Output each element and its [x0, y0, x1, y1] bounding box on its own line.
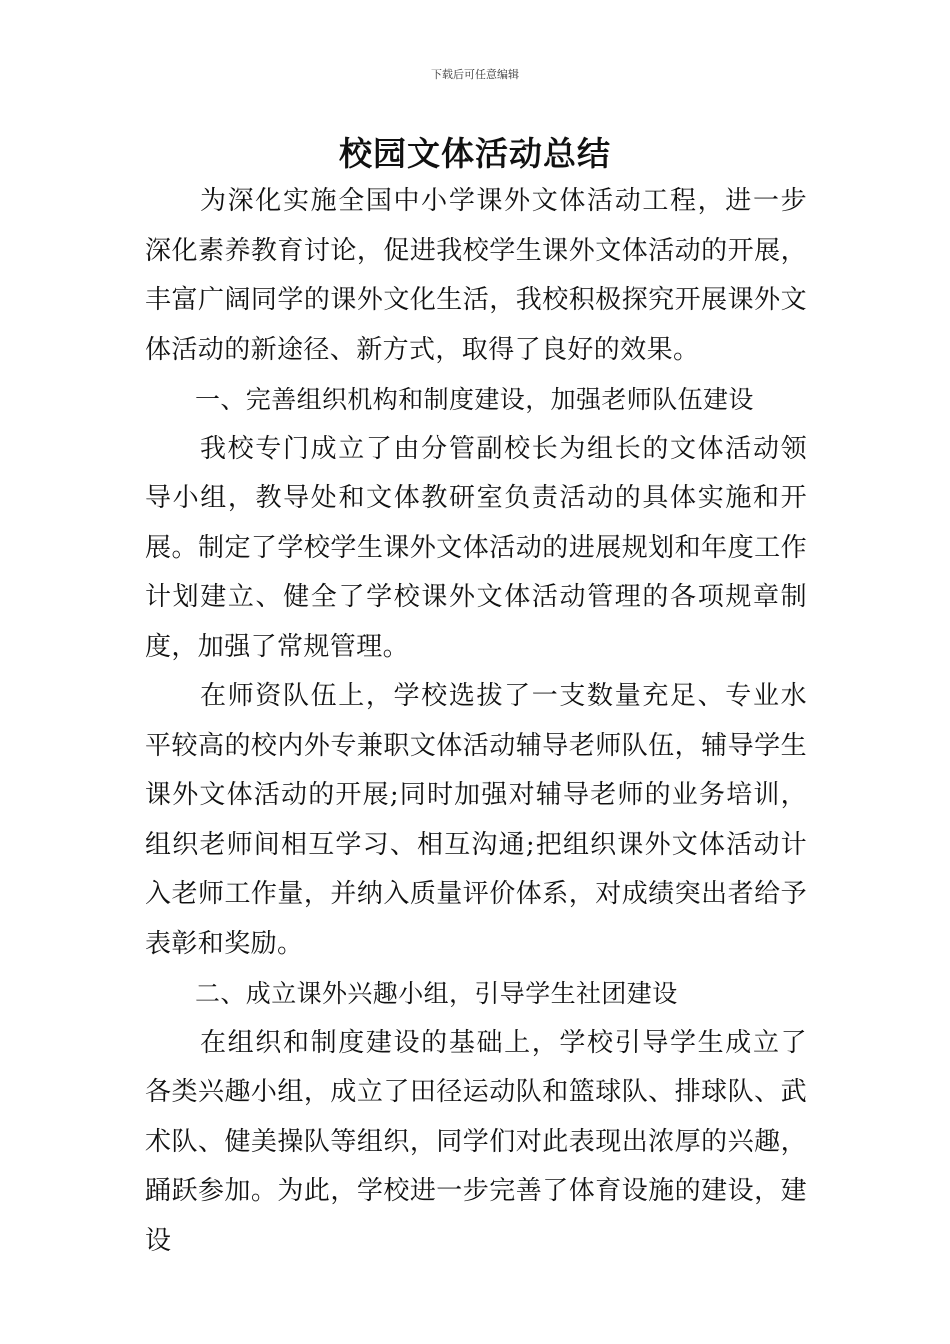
paragraph-leadership: 我校专门成立了由分管副校长为组长的文体活动领导小组，教导处和文体教研室负责活动的具体实施和开展。制定了学校学生课外文体活动的进展规划和年度工作计划建立、健全了学校课外文体活动管理的各项规章制度，加强了常规管理。	[145, 433, 807, 662]
section-heading-2: 二、成立课外兴趣小组，引导学生社团建设	[195, 979, 678, 1008]
paragraph-interest-groups: 在组织和制度建设的基础上，学校引导学生成立了各类兴趣小组，成立了田径运动队和篮球队、排球队、武术队、健美操队等组织，同学们对此表现出浓厚的兴趣，踊跃参加。为此，学校进一步完善了体育设施的建设，建设	[145, 1027, 807, 1256]
header-note: 下载后可任意编辑	[431, 68, 519, 81]
section-heading-1: 一、完善组织机构和制度建设，加强老师队伍建设	[195, 385, 754, 414]
paragraph-intro: 为深化实施全国中小学课外文体活动工程，进一步深化素养教育讨论，促进我校学生课外文体活动的开展，丰富广阔同学的课外文化生活，我校积极探究开展课外文体活动的新途径、新方式，取得了良好的效果。	[145, 186, 807, 365]
paragraph-teachers: 在师资队伍上，学校选拔了一支数量充足、专业水平较高的校内外专兼职文体活动辅导老师队伍，辅导学生课外文体活动的开展;同时加强对辅导老师的业务培训，组织老师间相互学习、相互沟通;把组织课外文体活动计入老师工作量，并纳入质量评价体系，对成绩突出者给予表彰和奖励。	[145, 681, 807, 959]
document-body	[145, 177, 807, 1266]
document-title: 校园文体活动总结	[339, 134, 611, 173]
